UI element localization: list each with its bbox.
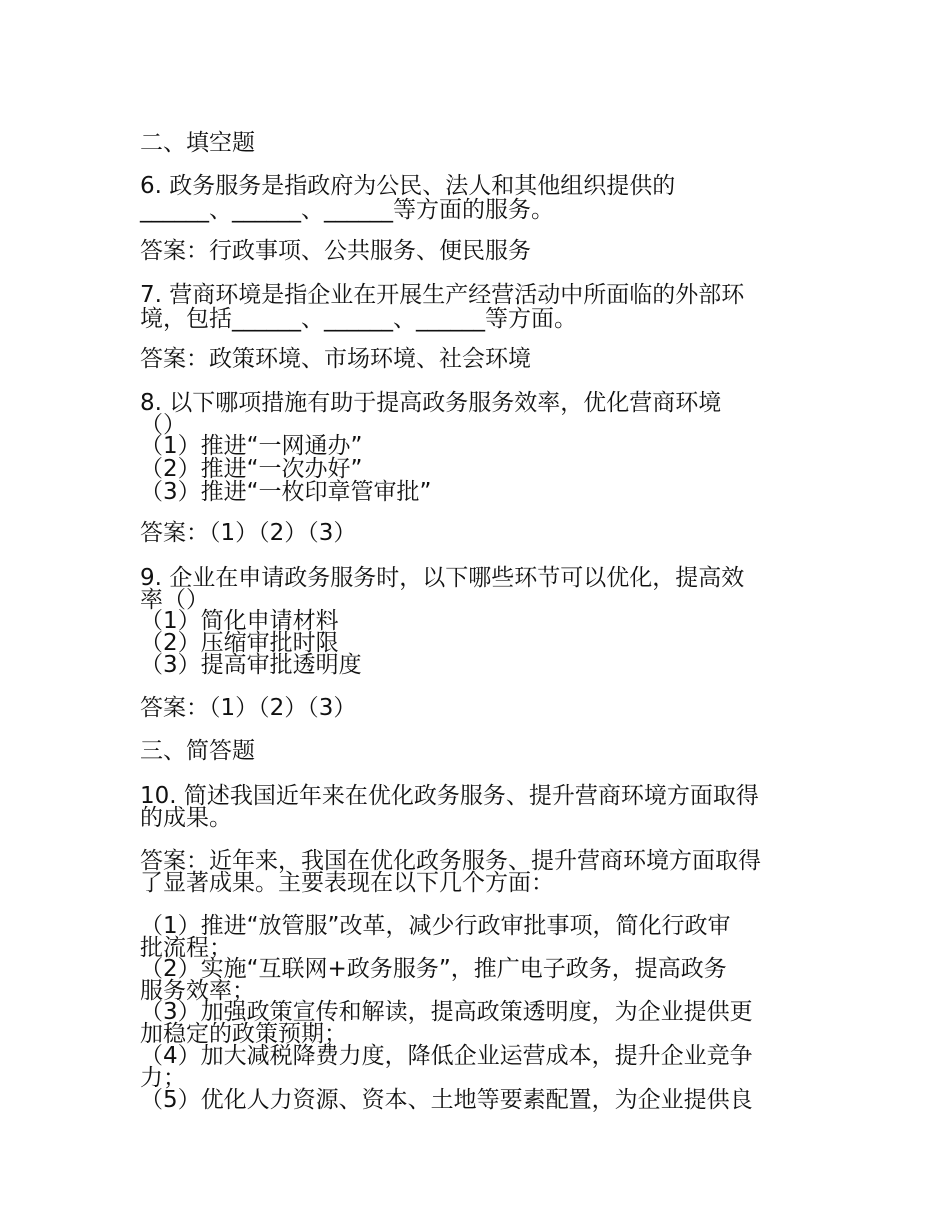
answer-10-point-3: （3）加强政策宣传和解读，提高政策透明度，为企业提供更	[140, 999, 753, 1025]
question-10-line-1: 10. 简述我国近年来在优化政务服务、提升营商环境方面取得	[140, 783, 759, 809]
question-9-option: （2）压缩审批时限	[140, 630, 339, 656]
question-6-line-2: ______、______、______等方面的服务。	[140, 197, 554, 223]
answer-10-point-2-cont: 服务效率；	[140, 978, 255, 1004]
question-6-line-1: 6. 政务服务是指政府为公民、法人和其他组织提供的	[140, 173, 676, 199]
answer-10-line-2: 了显著成果。主要表现在以下几个方面：	[140, 870, 554, 896]
question-7-line-1: 7. 营商环境是指企业在开展生产经营活动中所面临的外部环	[140, 282, 745, 308]
question-9-option: （3）提高审批透明度	[140, 652, 362, 678]
answer-10-point-4: （4）加大减税降费力度，降低企业运营成本，提升企业竞争	[140, 1043, 753, 1069]
answer-10-point-1-cont: 批流程；	[140, 935, 232, 961]
question-7-line-2: 境，包括______、______、______等方面。	[140, 306, 577, 332]
question-8-option: （2）推进“一次办好”	[140, 456, 363, 482]
answer-8: 答案：（1）（2）（3）	[140, 520, 357, 546]
section-heading-short-answer: 三、简答题	[140, 738, 255, 764]
answer-10-point-1: （1）推进“放管服”改革，减少行政审批事项，简化行政审	[140, 913, 731, 939]
answer-10-line-1: 答案：近年来，我国在优化政务服务、提升营商环境方面取得	[140, 848, 761, 874]
question-8-line-2: （）	[140, 412, 186, 438]
question-8-line-1: 8. 以下哪项措施有助于提高政务服务效率，优化营商环境	[140, 390, 722, 416]
question-8-option: （1）推进“一网通办”	[140, 433, 363, 459]
section-heading-fill-blank: 二、填空题	[140, 130, 255, 156]
answer-10-point-3-cont: 加稳定的政策预期；	[140, 1021, 347, 1047]
question-9-line-2: 率（）	[140, 587, 209, 613]
question-10-line-2: 的成果。	[140, 805, 232, 831]
answer-10-point-5: （5）优化人力资源、资本、土地等要素配置，为企业提供良	[140, 1087, 753, 1113]
answer-7: 答案：政策环境、市场环境、社会环境	[140, 346, 531, 372]
answer-10-point-4-cont: 力；	[140, 1065, 186, 1091]
question-9-line-1: 9. 企业在申请政务服务时，以下哪些环节可以优化，提高效	[140, 565, 745, 591]
question-9-option: （1）简化申请材料	[140, 608, 339, 634]
answer-9: 答案：（1）（2）（3）	[140, 695, 357, 721]
answer-6: 答案：行政事项、公共服务、便民服务	[140, 238, 531, 264]
question-8-option: （3）推进“一枚印章管审批”	[140, 479, 432, 505]
answer-10-point-2: （2）实施“互联网+政务服务”，推广电子政务，提高政务	[140, 956, 727, 982]
